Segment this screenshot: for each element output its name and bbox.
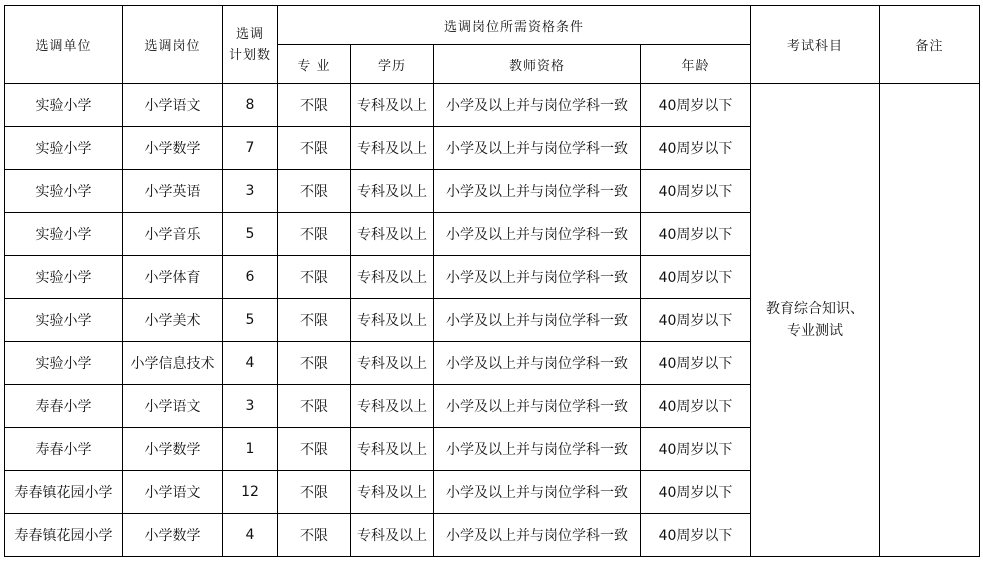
header-row-1	[5, 6, 980, 45]
cell-position: 小学信息技术	[123, 342, 223, 385]
cell-teacher-cert: 小学及以上并与岗位学科一致	[434, 514, 641, 557]
recruitment-table-wrapper	[4, 5, 980, 557]
cell-position: 小学数学	[123, 428, 223, 471]
cell-major: 不限	[278, 213, 351, 256]
cell-position: 小学英语	[123, 170, 223, 213]
cell-major: 不限	[278, 428, 351, 471]
cell-count: 4	[223, 342, 278, 385]
table-body	[5, 84, 980, 557]
cell-age: 40周岁以下	[641, 471, 751, 514]
header-qualifications: 选调岗位所需资格条件	[278, 6, 751, 45]
header-remarks: 备注	[880, 6, 980, 84]
cell-remarks	[880, 84, 980, 557]
cell-major: 不限	[278, 256, 351, 299]
cell-age: 40周岁以下	[641, 127, 751, 170]
cell-position: 小学美术	[123, 299, 223, 342]
cell-age: 40周岁以下	[641, 256, 751, 299]
cell-position: 小学语文	[123, 471, 223, 514]
exam-subject-line1: 教育综合知识、	[766, 301, 864, 317]
cell-exam-subject	[751, 84, 880, 557]
cell-age: 40周岁以下	[641, 213, 751, 256]
cell-count: 5	[223, 299, 278, 342]
cell-age: 40周岁以下	[641, 84, 751, 127]
header-teacher-cert: 教师资格	[434, 45, 641, 84]
cell-unit: 实验小学	[5, 213, 123, 256]
cell-teacher-cert: 小学及以上并与岗位学科一致	[434, 342, 641, 385]
cell-education: 专科及以上	[351, 514, 434, 557]
cell-teacher-cert: 小学及以上并与岗位学科一致	[434, 428, 641, 471]
cell-teacher-cert: 小学及以上并与岗位学科一致	[434, 385, 641, 428]
cell-unit: 实验小学	[5, 84, 123, 127]
cell-unit: 寿春镇花园小学	[5, 514, 123, 557]
header-education: 学历	[351, 45, 434, 84]
cell-position: 小学语文	[123, 385, 223, 428]
cell-major: 不限	[278, 84, 351, 127]
cell-count: 4	[223, 514, 278, 557]
header-plan-count	[223, 6, 278, 84]
cell-major: 不限	[278, 514, 351, 557]
cell-unit: 实验小学	[5, 342, 123, 385]
header-major: 专 业	[278, 45, 351, 84]
header-position: 选调岗位	[123, 6, 223, 84]
cell-position: 小学音乐	[123, 213, 223, 256]
cell-education: 专科及以上	[351, 385, 434, 428]
cell-major: 不限	[278, 170, 351, 213]
cell-teacher-cert: 小学及以上并与岗位学科一致	[434, 170, 641, 213]
cell-unit: 寿春小学	[5, 385, 123, 428]
cell-education: 专科及以上	[351, 127, 434, 170]
cell-unit: 寿春镇花园小学	[5, 471, 123, 514]
cell-teacher-cert: 小学及以上并与岗位学科一致	[434, 127, 641, 170]
cell-count: 5	[223, 213, 278, 256]
header-plan-count-line1: 选调	[235, 26, 264, 42]
cell-education: 专科及以上	[351, 213, 434, 256]
cell-education: 专科及以上	[351, 84, 434, 127]
cell-position: 小学数学	[123, 514, 223, 557]
cell-teacher-cert: 小学及以上并与岗位学科一致	[434, 256, 641, 299]
cell-count: 7	[223, 127, 278, 170]
header-plan-count-line2: 计划数	[228, 47, 271, 63]
cell-age: 40周岁以下	[641, 385, 751, 428]
cell-unit: 实验小学	[5, 127, 123, 170]
cell-position: 小学语文	[123, 84, 223, 127]
header-exam-subject: 考试科目	[751, 6, 880, 84]
cell-count: 1	[223, 428, 278, 471]
cell-unit: 寿春小学	[5, 428, 123, 471]
cell-count: 3	[223, 385, 278, 428]
cell-age: 40周岁以下	[641, 428, 751, 471]
header-age: 年龄	[641, 45, 751, 84]
recruitment-table	[4, 5, 980, 557]
cell-age: 40周岁以下	[641, 170, 751, 213]
cell-teacher-cert: 小学及以上并与岗位学科一致	[434, 84, 641, 127]
cell-age: 40周岁以下	[641, 514, 751, 557]
header-unit: 选调单位	[5, 6, 123, 84]
cell-teacher-cert: 小学及以上并与岗位学科一致	[434, 471, 641, 514]
cell-education: 专科及以上	[351, 170, 434, 213]
cell-count: 3	[223, 170, 278, 213]
cell-major: 不限	[278, 385, 351, 428]
cell-major: 不限	[278, 342, 351, 385]
cell-position: 小学数学	[123, 127, 223, 170]
cell-teacher-cert: 小学及以上并与岗位学科一致	[434, 213, 641, 256]
cell-education: 专科及以上	[351, 471, 434, 514]
cell-age: 40周岁以下	[641, 299, 751, 342]
cell-major: 不限	[278, 471, 351, 514]
cell-education: 专科及以上	[351, 342, 434, 385]
exam-subject-line2: 专业测试	[787, 323, 843, 339]
cell-major: 不限	[278, 127, 351, 170]
cell-unit: 实验小学	[5, 256, 123, 299]
cell-unit: 实验小学	[5, 299, 123, 342]
cell-major: 不限	[278, 299, 351, 342]
cell-position: 小学体育	[123, 256, 223, 299]
cell-age: 40周岁以下	[641, 342, 751, 385]
cell-education: 专科及以上	[351, 299, 434, 342]
cell-education: 专科及以上	[351, 256, 434, 299]
cell-education: 专科及以上	[351, 428, 434, 471]
cell-teacher-cert: 小学及以上并与岗位学科一致	[434, 299, 641, 342]
cell-unit: 实验小学	[5, 170, 123, 213]
table-row	[5, 84, 980, 127]
cell-count: 6	[223, 256, 278, 299]
cell-count: 12	[223, 471, 278, 514]
cell-count: 8	[223, 84, 278, 127]
